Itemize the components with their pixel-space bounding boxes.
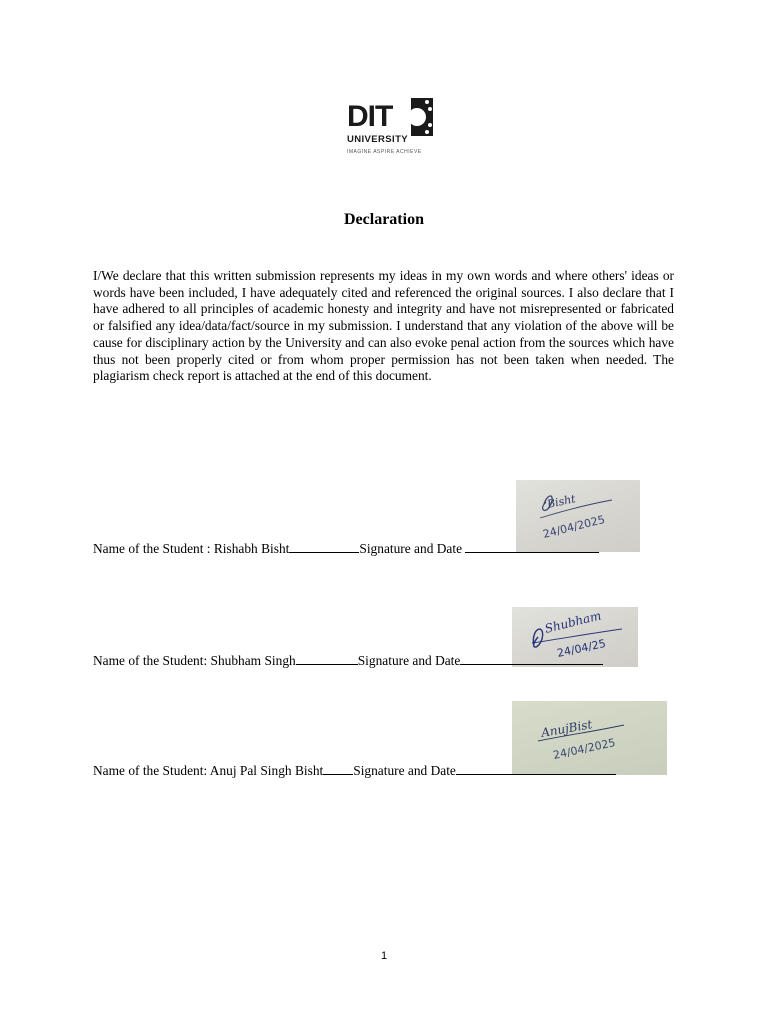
- name-underline-3: [323, 762, 353, 775]
- declaration-paragraph: I/We declare that this written submission represents my ideas in my own words and where others' ideas or words have been included, I have adequately cited and referenced the original sources. I also declare that I have adhered to all principles of academic honesty and integrity and have not misrepresented or fabricated or falsified any idea/data/fact/source in my submission. I understand that any violation of the above will be cause for disciplinary action by the University and can also evoke penal action from the sources which have thus not been properly cited or from whom proper permission has not been taken when needed. The plagiarism check report is attached at the end of this document.: [93, 268, 674, 384]
- logo-brand: DIT: [347, 100, 393, 133]
- student-row-3: [93, 762, 616, 779]
- signature-line-2: [460, 652, 603, 665]
- signature-date-2: 24/04/25: [555, 636, 607, 660]
- page-number: 1: [380, 950, 388, 962]
- page-title: Declaration: [344, 211, 424, 228]
- student-name-1: Name of the Student : Rishabh Bisht: [93, 541, 290, 556]
- student-row-1: [93, 540, 599, 557]
- signature-date-1: 24/04/2025: [541, 512, 607, 541]
- signature-text-2: Shubham: [543, 608, 603, 636]
- name-underline-2: [296, 652, 358, 665]
- student-name-3: Name of the Student: Anuj Pal Singh Bisht: [93, 763, 324, 778]
- signature-label-1: Signature and Date: [359, 541, 466, 556]
- signature-text-1: Bisht: [545, 492, 577, 511]
- name-underline-1: [289, 540, 359, 553]
- signature-text-3: AnujBist: [540, 717, 594, 740]
- signature-date-3: 24/04/2025: [551, 736, 617, 762]
- signature-label-3: Signature and Date: [353, 763, 456, 778]
- logo-name: UNIVERSITY: [347, 134, 409, 145]
- gear-icon: [409, 96, 435, 138]
- signature-line-3: [456, 762, 616, 775]
- student-row-2: [93, 652, 603, 669]
- university-logo: [345, 96, 437, 162]
- student-name-2: Name of the Student: Shubham Singh: [93, 653, 296, 668]
- logo-tagline: IMAGINE ASPIRE ACHIEVE: [347, 149, 422, 155]
- signature-line-1: [465, 540, 599, 553]
- signature-label-2: Signature and Date: [357, 653, 461, 668]
